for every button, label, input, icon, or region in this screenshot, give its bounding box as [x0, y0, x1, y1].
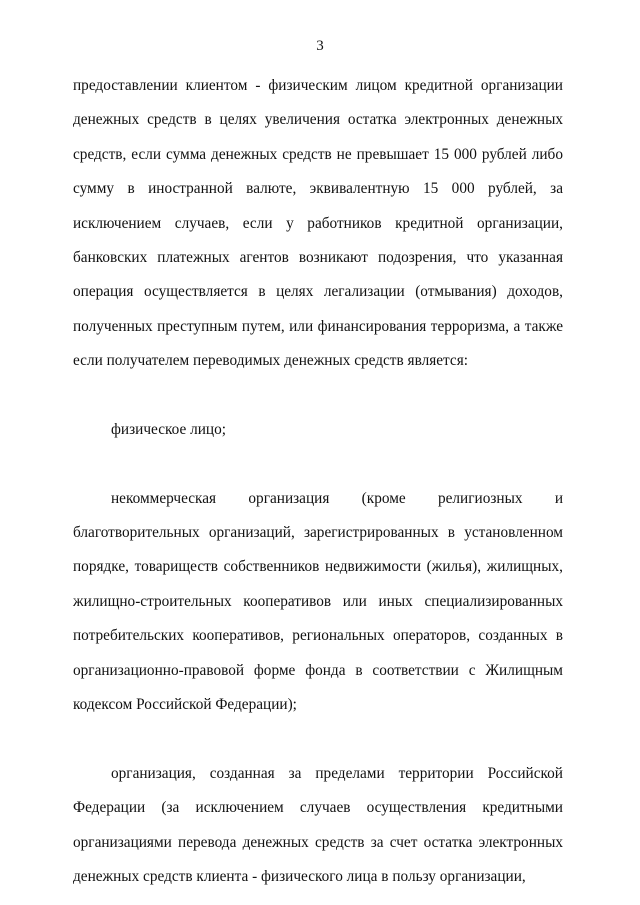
paragraph [73, 413, 563, 447]
text-line: кодексом Российской Федерации); [73, 696, 297, 714]
text-line: средств, если сумма денежных средств не превышает 15 000 рублей либо [73, 145, 563, 163]
text-line: организациями перевода денежных средств за счет остатка электронных [73, 833, 563, 851]
text-line: операция осуществляется в целях легализации (отмывания) доходов, [73, 283, 563, 301]
text-line: исключением случаев, если у работников кредитной организации, [73, 214, 563, 232]
text-line: жилищно-строительных кооперативов или иных специализированных [73, 592, 563, 610]
text-line: банковских платежных агентов возникают подозрения, что указанная [73, 248, 563, 266]
text-line: сумму в иностранной валюте, эквивалентную 15 000 рублей, за [73, 180, 563, 198]
paragraph-gap [73, 447, 563, 481]
text-line: денежных средств клиента - физического лица в пользу организации, [73, 867, 526, 885]
text-line: денежных средств в целях увеличения остатка электронных денежных [73, 111, 563, 129]
text-line: организационно-правовой форме фонда в соответствии с Жилищным [73, 661, 563, 679]
paragraph [73, 757, 563, 895]
text-line: благотворительных организаций, зарегистрированных в установленном [73, 524, 563, 542]
text-line: некоммерческая организация (кроме религиозных и [111, 489, 563, 507]
page-number: 3 [316, 38, 324, 54]
text-line: Федерации (за исключением случаев осуществления кредитными [73, 799, 563, 817]
paragraph [73, 69, 563, 379]
paragraph-gap [73, 722, 563, 756]
paragraph [73, 482, 563, 723]
text-line: порядке, товариществ собственников недвижимости (жилья), жилищных, [73, 558, 563, 576]
text-line: если получателем переводимых денежных средств является: [73, 352, 468, 370]
text-line: предоставлении клиентом - физическим лицом кредитной организации [73, 77, 563, 94]
paragraph-gap [73, 379, 563, 413]
text-line: потребительских кооперативов, региональных операторов, созданных в [73, 627, 563, 645]
text-line: полученных преступным путем, или финансирования терроризма, а также [73, 317, 563, 335]
text-line: физическое лицо; [111, 420, 226, 438]
document-body [73, 69, 563, 894]
text-line: организация, созданная за пределами территории Российской [111, 764, 563, 782]
